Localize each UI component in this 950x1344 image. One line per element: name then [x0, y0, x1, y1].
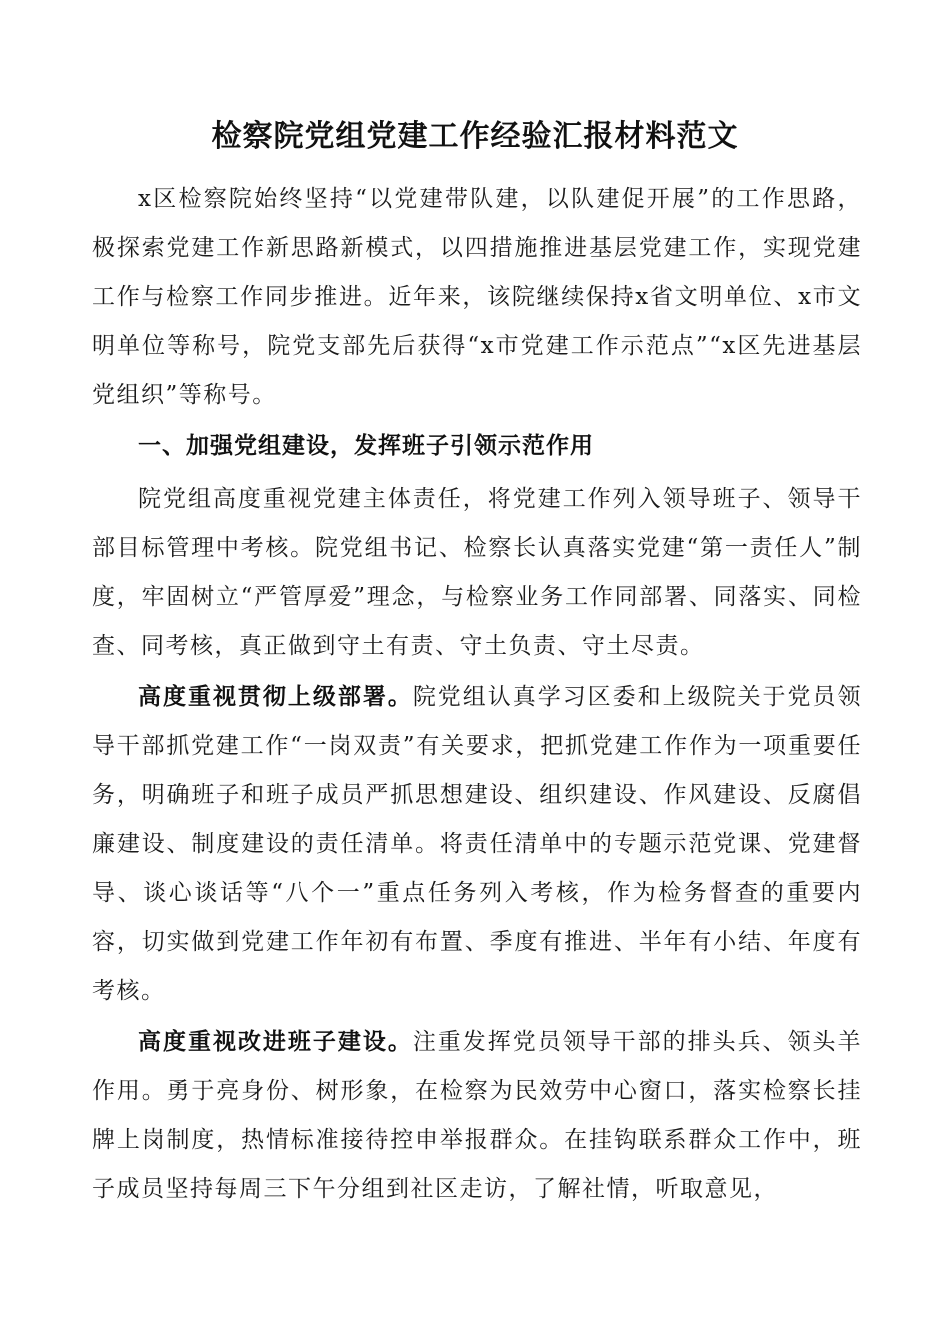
section-paragraph: 院党组高度重视党建主体责任，将党建工作列入领导班子、领导干部目标管理中考核。院党组书记、检察长认真落实党建“第一责任人”制度，牢固树立“严管厚爱”理念，与检察业务工作同部署、同落实、同检查、同考核，真正做到守土有责、守土负责、守土尽责。: [92, 486, 862, 659]
paragraph-lead: 高度重视贯彻上级部署。: [138, 684, 413, 710]
paragraph-team-building: [92, 1018, 862, 1214]
section-heading: 一、加强党组建设，发挥班子引领示范作用: [138, 433, 594, 459]
paragraph-lead: 高度重视改进班子建设。: [138, 1029, 413, 1055]
document-title: 检察院党组党建工作经验汇报材料范文: [211, 119, 739, 154]
paragraph-implement-deployment: [92, 673, 862, 1016]
intro-paragraph: x区检察院始终坚持“以党建带队建，以队建促开展”的工作思路，极探索党建工作新思路新模式，以四措施推进基层党建工作，实现党建工作与检察工作同步推进。近年来，该院继续保持x省文明单位、x市文明单位等称号，院党支部先后获得“x市党建工作示范点”“x区先进基层党组织”等称号。: [92, 186, 862, 408]
paragraph-body: 注重发挥党员领导干部的排头兵、领头羊作用。勇于亮身份、树形象，在检察为民效劳中心窗口，落实检察长挂牌上岗制度，热情标准接待控申举报群众。在挂钩联系群众工作中，班子成员坚持每周三下午分组到社区走访，了解社情，听取意见，: [92, 1029, 863, 1202]
paragraph-body: 院党组认真学习区委和上级院关于党员领导干部抓党建工作“一岗双责”有关要求，把抓党建工作作为一项重要任务，明确班子和班子成员严抓思想建设、组织建设、作风建设、反腐倡廉建设、制度建设的责任清单。将责任清单中的专题示范党课、党建督导、谈心谈话等“八个一”重点任务列入考核，作为检务督查的重要内容，切实做到党建工作年初有布置、季度有推进、半年有小结、年度有考核。: [92, 684, 863, 1004]
